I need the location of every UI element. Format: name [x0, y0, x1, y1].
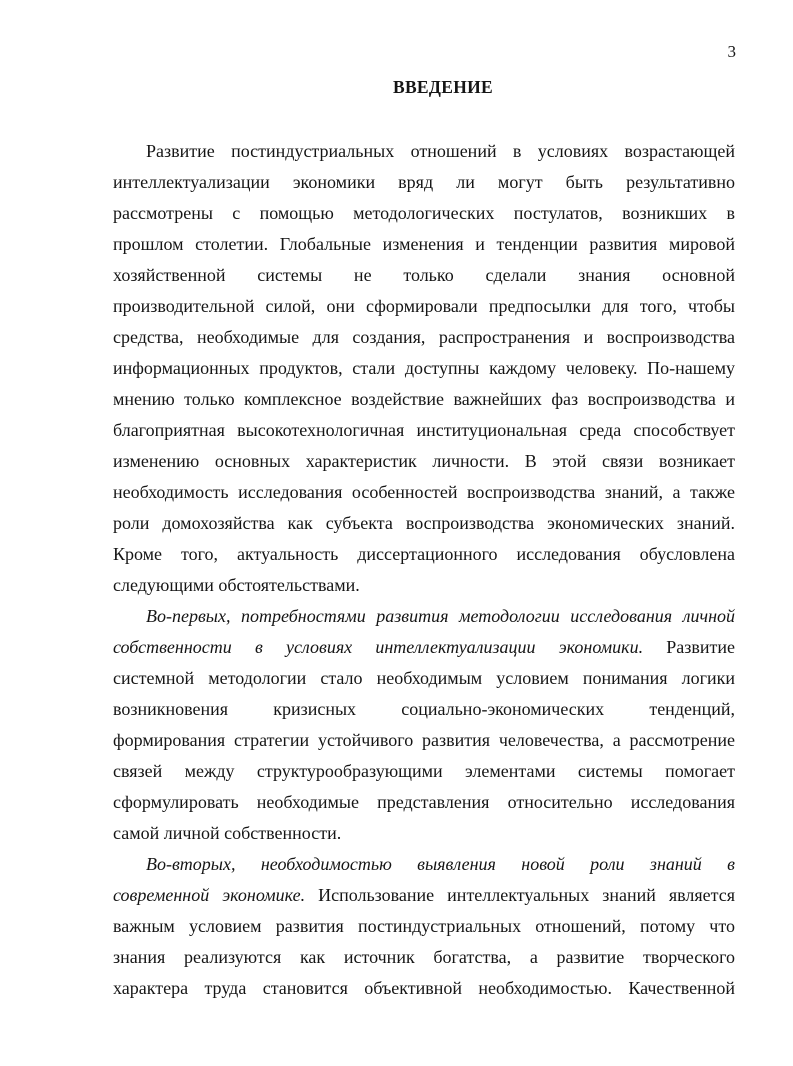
text-line: средства, необходимые для создания, распространения и воспроизводства [113, 327, 735, 347]
text-line: необходимость исследования особенностей воспроизводства знаний, а также [113, 482, 735, 502]
text-line: хозяйственной системы не только сделали знания основной [113, 265, 735, 285]
text-line: важным условием развития постиндустриальных отношений, потому что [113, 916, 735, 936]
text-line: изменению основных характеристик личности. В этой связи возникает [113, 451, 735, 471]
page-number: 3 [727, 42, 736, 61]
text-line: характера труда становится объективной необходимостью. Качественной [113, 978, 735, 998]
text-line: роли домохозяйства как субъекта воспроизводства экономических знаний. [113, 513, 735, 533]
text-line: мнению только комплексное воздействие важнейших фаз воспроизводства и [113, 389, 735, 409]
text-line: интеллектуализации экономики вряд ли могут быть результативно [113, 172, 735, 192]
text-fragment: Развитие [643, 637, 735, 657]
section-heading: ВВЕДЕНИЕ [392, 77, 494, 97]
text-line: благоприятная высокотехнологичная институциональная среда способствует [113, 420, 735, 440]
text-line-italic: Во-первых, потребностями развития методологии исследования личной [146, 606, 735, 626]
text-line: информационных продуктов, стали доступны каждому человеку. По-нашему [113, 358, 735, 378]
italic-phrase: современной экономике. [113, 885, 306, 905]
text-line: возникновения кризисных социально-экономических тенденций, [113, 699, 735, 719]
text-line: Развитие постиндустриальных отношений в условиях возрастающей [146, 141, 735, 161]
body-text [113, 136, 735, 1004]
text-line: сформулировать необходимые представления относительно исследования [113, 792, 735, 812]
italic-phrase: собственности в условиях интеллектуализации экономики. [113, 637, 644, 657]
text-line-mixed [113, 632, 735, 663]
text-line: рассмотрены с помощью методологических постулатов, возникших в [113, 203, 735, 223]
text-line: системной методологии стало необходимым условием понимания логики [113, 668, 735, 688]
text-fragment: Использование интеллектуальных знаний является [305, 885, 735, 905]
text-line: связей между структурообразующими элементами системы помогает [113, 761, 735, 781]
text-line-mixed [113, 880, 735, 911]
text-line: следующими обстоятельствами. [113, 575, 360, 595]
text-line: производительной силой, они сформировали предпосылки для того, чтобы [113, 296, 735, 316]
text-line: самой личной собственности. [113, 823, 342, 843]
text-line-italic: Во-вторых, необходимостью выявления новой роли знаний в [146, 854, 735, 874]
text-line: прошлом столетии. Глобальные изменения и тенденции развития мировой [113, 234, 735, 254]
text-line: Кроме того, актуальность диссертационного исследования обусловлена [113, 544, 735, 564]
text-line: формирования стратегии устойчивого развития человечества, а рассмотрение [113, 730, 735, 750]
text-line: знания реализуются как источник богатства, а развитие творческого [113, 947, 735, 967]
